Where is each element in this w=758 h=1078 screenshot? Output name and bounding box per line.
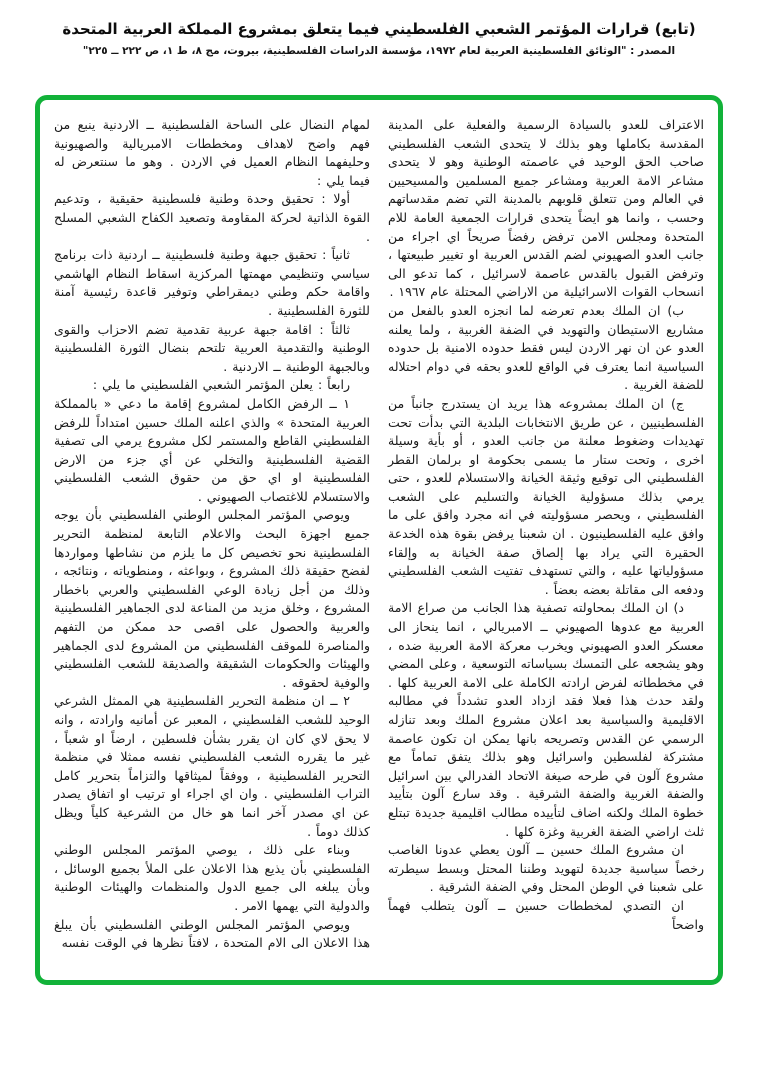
paragraph: ان مشروع الملك حسين ــ آلون يعطي عدونا الغاصب رخصاً سياسية جديدة لتهويد وطننا المحتل وبسط سيطرته على شعبنا في الوطن المحتل وفي الضفة الشرقية . (388, 842, 704, 895)
paragraph: أولا : تحقيق وحدة وطنية فلسطينية حقيقية ، وتدعيم القوة الذاتية لحركة المقاومة وتصعيد الكفاح الشعبي المسلح . (54, 191, 370, 244)
paragraph: ج) ان الملك بمشروعه هذا يريد ان يستدرج جانباً من الفلسطينيين ، عن طريق الانتخابات البلدية التي بدأت تحت تهديدات وضغوط معلنة من جانب العدو ، أو بأية وسيلة اخرى ، وتحت ستار ما يسمى بحكومة او برلمان القطر الفلسطيني الى توقيع وثيقة الخيانة والاستسلام للعدو ، حتى يرمي بذلك مسؤولية الخيانة والتسليم على الشعب الفلسطيني ، ويحصر مسؤوليته في انه مجرد وافق على ما وافق عليه الفلسطينيون . ان شعبنا يرفض بقوة هذه الخدعة الحقيرة التي يراد بها إلصاق صفة الخيانة به وإلقاء مسؤولياتها عليه ، والتي تستهدف تفتيت الشعب الفلسطيني ودفعه الى مقاتلة بعضه بعضاً . (388, 395, 704, 597)
paragraph: ٢ ــ ان منظمة التحرير الفلسطينية هي الممثل الشرعي الوحيد للشعب الفلسطيني ، المعبر عن أمانيه وارادته ، وانه لا يحق لاي كان ان يقرر بشأن فلسطين ، ارضاً او شعباً ، غير ما يقرره الشعب الفلسطيني نفسه ممثلا في منظمة التحرير الفلسطينية ، ووفقاً لميثاقها والتزاماً بتحرير كامل التراب الفلسطيني . وان اي اجراء او ترتيب او اتفاق يصدر عن اي مصدر آخر انما هو خال من الشرعية كلياً ويظل كذلك دوماً . (54, 693, 370, 839)
paragraph: وبناء على ذلك ، يوصي المؤتمر المجلس الوطني الفلسطيني بأن يذيع هذا الاعلان على الملأ بجميع الوسائل ، وبأن يبلغه الى جميع الدول والمنظمات والهيئات الوطنية والدولية التي يهمها الامر . (54, 842, 370, 913)
source-citation: المصدر : "الوثائق الفلسطينية العربية لعام ١٩٧٢، مؤسسة الدراسات الفلسطينية، بيروت، مج ٨، ط ١، ص ٢٢٢ ــ ٢٢٥" (82, 45, 676, 57)
paragraph: د) ان الملك بمحاولته تصفية هذا الجانب من صراع الامة العربية مع عدوها الصهيوني ــ الامبريالي ، انما ينحاز الى معسكر العدو الصهيوني ويخرب معركة الامة العربية ضده ، وهو يشجعه على التمسك بسياساته التوسعية ، وعلى المضي في مخططاته لفرض ارادته الكاملة على الامة العربية كلها . ولقد حدث هذا فعلا فقد ازداد العدو تشدداً في مطالبه الاقليمية والسياسية بعد اعلان مشروع الملك وبعد تنازله الرسمي عن القدس وتصريحه بانها يمكن ان تكون عاصمة مشتركة لفلسطين واسرائيل وهو بذلك يتفق تماماً مع مشروع آلون في طرحه صيغة الاتحاد الفدرالي بين اسرائيل والضفة الغربية والضفة الشرقية . وقد سارع آلون بتأييد خطوة الملك ولكنه اضاف لتأييده مطالب اقليمية جديدة تبتلع ثلث اراضي الضفة الغربية وغزة كلها . (388, 600, 704, 839)
paragraph: ثانياً : تحقيق جبهة وطنية فلسطينية ــ اردنية ذات برنامج سياسي وتنظيمي مهمتها المركزية اسقاط النظام الهاشمي واقامة حكم وطني ديمقراطي وتوفير قاعدة رئيسية آمنة للثورة الفلسطينية . (54, 247, 370, 318)
page-title: (تابع) قرارات المؤتمر الشعبي الفلسطيني فيما يتعلق بمشروع المملكة العربية المتحدة (62, 20, 696, 38)
paragraph: ويوصي المؤتمر المجلس الوطني الفلسطيني بأن يوجه جميع اجهزة البحث والاعلام التابعة لمنظمة التحرير الفلسطينية نحو تخصيص كل ما يلزم من نشاطها ومواردها لفضح حقيقة ذلك المشروع ، وبواعثه ، ومنطوياته ، ونتائجه ، وذلك من أجل زيادة الوعي الفلسطيني والعربي باخطار المشروع ، وخلق مزيد من المناعة لدى الجماهير الفلسطينية والعربية والحصول على اقصى حد ممكن من التفهم والمناصرة للموقف الفلسطيني من المشروع لدى الجماهير والهيئات والحكومات الشقيقة والصديقة للشعب الفلسطيني والوفية لحقوقه . (54, 507, 370, 690)
text-columns (40, 100, 718, 980)
paragraph: الاعتراف للعدو بالسيادة الرسمية والفعلية على المدينة المقدسة بكاملها وهو بذلك لا يتحدى الشعب الفلسطيني صاحب الحق الوحيد في عاصمته الوطنية وهو لا يتحدى مشاعر الامة العربية ومشاعر جميع المسلمين والمسيحيين في العالم ومن تتعلق قلوبهم بالمدينة التي تضم مقدساتهم وحسب ، وانما هو ايضاً يتحدى قرارات الجمعية العامة للام المتحدة ومجلس الامن ترفض رفضاً صريحاً اي اجراء من جانب العدو الصهيوني لضم القدس العربية او تغيير طبيعتها ، وترفض القبول بالقدس عاصمة لاسرائيل ، كما تدعو الى انسحاب القوات الاسرائيلية من الاراضي المحتلة عام ١٩٦٧ . (388, 117, 704, 300)
paragraph: ويوصي المؤتمر المجلس الوطني الفلسطيني بأن يبلغ هذا الاعلان الى الام المتحدة ، لافتاً نظرها في الوقت نفسه (54, 916, 370, 951)
paragraph: رابعاً : يعلن المؤتمر الشعبي الفلسطيني ما يلي : (92, 377, 350, 393)
paragraph: ١ ــ الرفض الكامل لمشروع إقامة ما دعي « بالمملكة العربية المتحدة » والذي اعلنه الملك حسين امتداداً للرفض الفلسطيني القاطع والمستمر لكل مشروع يرمي الى تصفية القضية الفلسطينية والتخلي عن أي جزء من الارض الفلسطينية او اي حق من حقوق الشعب الفلسطيني والاستسلام للاغتصاب الصهيوني . (54, 395, 370, 504)
paragraph: ثالثاً : اقامة جبهة عربية تقدمية تضم الاحزاب والقوى الوطنية والتقدمية العربية تلتحم بنضال الثورة الفلسطينية وبالجبهة الوطنية ــ الاردنية . (54, 321, 370, 374)
document-header (0, 20, 758, 57)
paragraph: ب) ان الملك بعدم تعرضه لما انجزه العدو بالفعل من مشاريع الاستيطان والتهويد في الضفة الغربية ، ولما يعلنه العدو عن ان نهر الاردن ليس فقط حدوده الامنية بل حدوده السياسية انما يعترف في الواقع للعدو بحقه في دوام احتلاله للضفة الغربية . (388, 302, 704, 393)
paragraph: ان التصدي لمخططات حسين ــ آلون يتطلب فهماً واضحاً (388, 897, 704, 932)
text-column-left (54, 116, 370, 966)
paragraph: لمهام النضال على الساحة الفلسطينية ــ الاردنية ينبع من فهم واضح لاهداف ومخططات الامبريالية والصهيونية وحليفهما النظام العميل في الاردن . وهو ما سنتعرض له فيما يلي : (54, 117, 370, 188)
text-column-right (388, 116, 704, 966)
document-frame (35, 95, 723, 985)
